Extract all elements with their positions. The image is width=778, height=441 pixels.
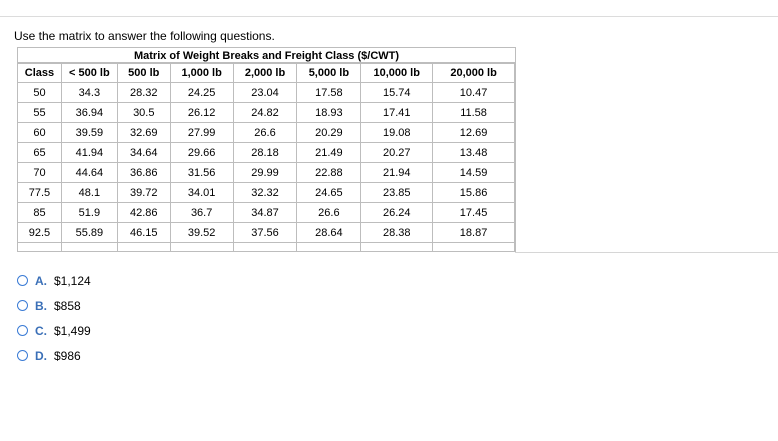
rate-cell: 18.87 xyxy=(433,223,515,243)
option-letter: D. xyxy=(35,348,47,363)
rate-cell: 22.88 xyxy=(297,163,361,183)
top-divider xyxy=(0,16,778,17)
clipped-cell xyxy=(117,243,170,252)
option-letter: B. xyxy=(35,298,47,313)
rate-cell: 24.82 xyxy=(233,103,297,123)
table-row xyxy=(18,143,515,163)
radio-icon[interactable] xyxy=(17,325,28,336)
table-row xyxy=(18,83,515,103)
rate-cell: 31.56 xyxy=(170,163,233,183)
header-10000: 10,000 lb xyxy=(361,64,433,83)
rate-cell: 29.66 xyxy=(170,143,233,163)
rate-cell: 32.32 xyxy=(233,183,297,203)
rate-cell: 12.69 xyxy=(433,123,515,143)
rate-cell: 28.18 xyxy=(233,143,297,163)
rate-cell: 21.94 xyxy=(361,163,433,183)
rate-cell: 19.08 xyxy=(361,123,433,143)
header-class: Class xyxy=(18,64,62,83)
clipped-cell xyxy=(361,243,433,252)
rate-cell: 44.64 xyxy=(61,163,117,183)
rate-cell: 21.49 xyxy=(297,143,361,163)
radio-icon[interactable] xyxy=(17,350,28,361)
rate-cell: 39.59 xyxy=(61,123,117,143)
rate-cell: 37.56 xyxy=(233,223,297,243)
header-5000: 5,000 lb xyxy=(297,64,361,83)
option-text: $858 xyxy=(54,298,81,313)
rate-cell: 15.86 xyxy=(433,183,515,203)
rate-cell: 55.89 xyxy=(61,223,117,243)
rate-cell: 29.99 xyxy=(233,163,297,183)
rate-cell: 34.87 xyxy=(233,203,297,223)
rate-cell: 27.99 xyxy=(170,123,233,143)
rate-cell: 14.59 xyxy=(433,163,515,183)
table-row xyxy=(18,223,515,243)
class-cell: 65 xyxy=(18,143,62,163)
radio-icon[interactable] xyxy=(17,275,28,286)
rate-cell: 17.58 xyxy=(297,83,361,103)
rate-cell: 39.72 xyxy=(117,183,170,203)
option-text: $986 xyxy=(54,348,81,363)
clipped-cell xyxy=(433,243,515,252)
clipped-cell xyxy=(233,243,297,252)
class-cell: 60 xyxy=(18,123,62,143)
answer-options xyxy=(17,268,91,368)
header-lt-500: < 500 lb xyxy=(61,64,117,83)
rate-cell: 34.3 xyxy=(61,83,117,103)
matrix-grid xyxy=(17,63,515,252)
rate-cell: 17.41 xyxy=(361,103,433,123)
clipped-cell xyxy=(18,243,62,252)
rate-cell: 13.48 xyxy=(433,143,515,163)
option-text: $1,499 xyxy=(54,323,91,338)
rate-cell: 30.5 xyxy=(117,103,170,123)
rate-cell: 34.01 xyxy=(170,183,233,203)
clip-divider xyxy=(515,252,778,253)
rate-cell: 26.12 xyxy=(170,103,233,123)
class-cell: 55 xyxy=(18,103,62,123)
clipped-cell xyxy=(170,243,233,252)
radio-icon[interactable] xyxy=(17,300,28,311)
rate-cell: 28.32 xyxy=(117,83,170,103)
rate-cell: 20.29 xyxy=(297,123,361,143)
clipped-cell xyxy=(297,243,361,252)
rate-cell: 48.1 xyxy=(61,183,117,203)
option-a[interactable] xyxy=(17,268,91,293)
rate-cell: 36.94 xyxy=(61,103,117,123)
rate-cell: 36.86 xyxy=(117,163,170,183)
rate-cell: 46.15 xyxy=(117,223,170,243)
option-c[interactable] xyxy=(17,318,91,343)
header-20000: 20,000 lb xyxy=(433,64,515,83)
rate-cell: 42.86 xyxy=(117,203,170,223)
table-row xyxy=(18,183,515,203)
table-row xyxy=(18,103,515,123)
class-cell: 92.5 xyxy=(18,223,62,243)
matrix-header-row xyxy=(18,64,515,83)
rate-cell: 41.94 xyxy=(61,143,117,163)
option-b[interactable] xyxy=(17,293,91,318)
option-letter: A. xyxy=(35,273,47,288)
option-d[interactable] xyxy=(17,343,91,368)
matrix-title: Matrix of Weight Breaks and Freight Class ($/CWT) xyxy=(17,47,515,63)
table-row xyxy=(18,203,515,223)
clipped-row xyxy=(18,243,515,252)
header-1000: 1,000 lb xyxy=(170,64,233,83)
question-instruction: Use the matrix to answer the following questions. xyxy=(14,29,275,43)
header-2000: 2,000 lb xyxy=(233,64,297,83)
freight-matrix-table xyxy=(17,47,516,253)
rate-cell: 10.47 xyxy=(433,83,515,103)
rate-cell: 15.74 xyxy=(361,83,433,103)
rate-cell: 11.58 xyxy=(433,103,515,123)
rate-cell: 34.64 xyxy=(117,143,170,163)
rate-cell: 51.9 xyxy=(61,203,117,223)
rate-cell: 23.04 xyxy=(233,83,297,103)
rate-cell: 20.27 xyxy=(361,143,433,163)
option-letter: C. xyxy=(35,323,47,338)
table-row xyxy=(18,123,515,143)
rate-cell: 26.24 xyxy=(361,203,433,223)
rate-cell: 18.93 xyxy=(297,103,361,123)
class-cell: 85 xyxy=(18,203,62,223)
rate-cell: 26.6 xyxy=(233,123,297,143)
rate-cell: 23.85 xyxy=(361,183,433,203)
rate-cell: 28.64 xyxy=(297,223,361,243)
rate-cell: 26.6 xyxy=(297,203,361,223)
rate-cell: 39.52 xyxy=(170,223,233,243)
rate-cell: 32.69 xyxy=(117,123,170,143)
class-cell: 77.5 xyxy=(18,183,62,203)
rate-cell: 24.65 xyxy=(297,183,361,203)
class-cell: 50 xyxy=(18,83,62,103)
rate-cell: 17.45 xyxy=(433,203,515,223)
rate-cell: 24.25 xyxy=(170,83,233,103)
clipped-cell xyxy=(61,243,117,252)
option-text: $1,124 xyxy=(54,273,91,288)
header-500: 500 lb xyxy=(117,64,170,83)
rate-cell: 36.7 xyxy=(170,203,233,223)
rate-cell: 28.38 xyxy=(361,223,433,243)
class-cell: 70 xyxy=(18,163,62,183)
table-row xyxy=(18,163,515,183)
